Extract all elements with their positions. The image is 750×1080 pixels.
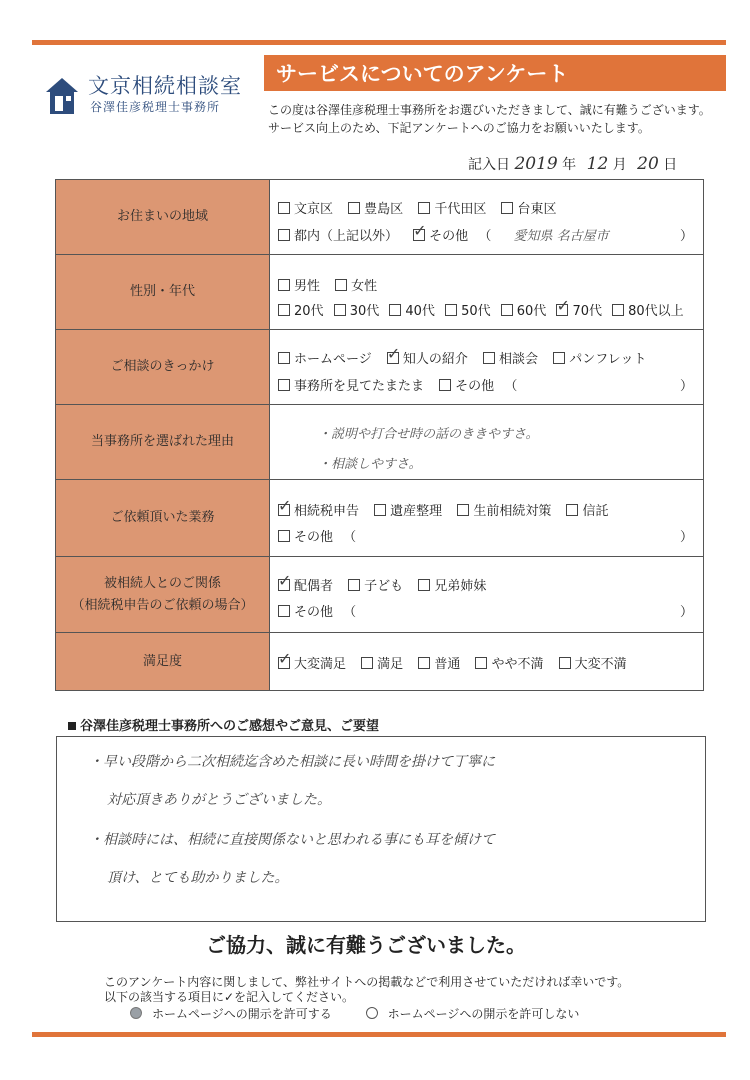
checkbox[interactable] bbox=[278, 504, 290, 516]
checkbox-option[interactable]: 相談会 bbox=[483, 348, 538, 367]
feedback-box[interactable] bbox=[56, 736, 706, 922]
checkbox-option[interactable]: パンフレット bbox=[553, 348, 646, 367]
checkbox-option[interactable]: 都内（上記以外） bbox=[278, 225, 398, 244]
paren-close: ） bbox=[679, 605, 693, 620]
radio-dot[interactable] bbox=[130, 1007, 142, 1019]
row-label: お住まいの地域 bbox=[56, 180, 270, 254]
row-label: 被相続人とのご関係 （相続税申告のご依頼の場合） bbox=[56, 557, 270, 632]
paren-close: ） bbox=[679, 379, 693, 394]
row-area bbox=[56, 180, 703, 255]
intro-text bbox=[268, 101, 711, 137]
checkbox-option[interactable]: 遺産整理 bbox=[374, 500, 442, 519]
consent-line-1: このアンケート内容に関しまして、弊社サイトへの掲載などで利用させていただければ幸いです。 bbox=[104, 975, 630, 989]
checkbox[interactable] bbox=[278, 657, 290, 669]
entry-date bbox=[468, 154, 677, 174]
row-service bbox=[56, 480, 703, 557]
checkbox[interactable] bbox=[278, 352, 290, 364]
checkbox-option[interactable]: 兄弟姉妹 bbox=[418, 575, 486, 594]
square-bullet-icon bbox=[68, 722, 76, 730]
paren-close: ） bbox=[679, 229, 693, 244]
top-accent-line bbox=[32, 40, 726, 45]
checkbox[interactable] bbox=[445, 304, 457, 316]
org-name: 文京相続相談室 bbox=[88, 74, 242, 98]
checkbox[interactable] bbox=[483, 352, 495, 364]
date-day[interactable]: 20 bbox=[637, 154, 659, 174]
checkbox-option[interactable]: 男性 bbox=[278, 275, 320, 294]
checkbox[interactable] bbox=[348, 202, 360, 214]
checkbox-option[interactable]: 文京区 bbox=[278, 198, 333, 217]
checkbox[interactable] bbox=[278, 304, 290, 316]
row-label: 当事務所を選ばれた理由 bbox=[56, 405, 270, 479]
checkbox-option[interactable]: 60代 bbox=[501, 300, 547, 319]
row-relation bbox=[56, 557, 703, 633]
paren-open: （ bbox=[343, 530, 357, 545]
date-day-unit: 日 bbox=[663, 157, 678, 173]
radio-dot[interactable] bbox=[366, 1007, 378, 1019]
row-reason bbox=[56, 405, 703, 480]
checkbox-option[interactable]: ✓ 70代 bbox=[556, 300, 602, 319]
consent-line-2: 以下の該当する項目に✓を記入してください。 bbox=[104, 990, 355, 1004]
checkbox[interactable] bbox=[501, 304, 513, 316]
row-trigger bbox=[56, 330, 703, 405]
checkbox[interactable] bbox=[413, 229, 425, 241]
row-options bbox=[278, 180, 693, 254]
consent-options bbox=[130, 1005, 579, 1022]
checkbox[interactable] bbox=[556, 304, 568, 316]
row-options bbox=[278, 633, 693, 690]
allow-radio[interactable]: ホームページへの開示を許可する bbox=[130, 1007, 332, 1021]
row-label: 性別・年代 bbox=[56, 255, 270, 329]
org-subname: 谷澤佳彦税理士事務所 bbox=[90, 100, 221, 114]
row-options bbox=[278, 255, 693, 329]
checkbox-option[interactable]: 信託 bbox=[566, 500, 608, 519]
checkbox[interactable] bbox=[439, 379, 451, 391]
paren-open: （ bbox=[504, 379, 518, 394]
checkbox-option[interactable]: 生前相続対策 bbox=[457, 500, 551, 519]
paren-open: （ bbox=[478, 229, 492, 244]
checkbox[interactable] bbox=[387, 352, 399, 364]
checkbox-option[interactable]: 豊島区 bbox=[348, 198, 403, 217]
checkbox[interactable] bbox=[278, 530, 290, 542]
checkbox-option[interactable]: ✓配偶者 bbox=[278, 575, 333, 594]
row-label: ご相談のきっかけ bbox=[56, 330, 270, 404]
date-year-unit: 年 bbox=[562, 157, 577, 173]
row-options bbox=[278, 557, 693, 632]
checkbox[interactable] bbox=[335, 279, 347, 291]
checkbox-option[interactable]: 千代田区 bbox=[418, 198, 486, 217]
checkbox[interactable] bbox=[334, 304, 346, 316]
checkbox-option[interactable]: その他 bbox=[278, 601, 333, 620]
checkbox-option[interactable]: 台東区 bbox=[501, 198, 556, 217]
consent-text bbox=[104, 975, 629, 1005]
checkbox-option[interactable]: 30代 bbox=[334, 300, 380, 319]
checkbox[interactable] bbox=[374, 504, 386, 516]
checkbox[interactable] bbox=[566, 504, 578, 516]
checkbox-option[interactable]: ✓ 大変満足 bbox=[278, 653, 346, 672]
row-options bbox=[278, 405, 693, 479]
checkbox-option[interactable]: その他 bbox=[278, 526, 333, 545]
intro-line-1: この度は谷澤佳彦税理士事務所をお選びいただきまして、誠に有難うございます。 bbox=[268, 103, 711, 117]
checkbox-option[interactable]: やや不満 bbox=[475, 653, 543, 672]
checkbox-option[interactable]: 40代 bbox=[389, 300, 435, 319]
feedback-line-1: ・早い段階から二次相続迄含めた相談に長い時間を掛けて丁寧に bbox=[89, 754, 495, 770]
checkbox[interactable] bbox=[475, 657, 487, 669]
house-icon bbox=[44, 74, 80, 116]
thanks-message: ご協力、誠に有難うございました。 bbox=[206, 933, 526, 957]
checkbox-option[interactable]: 80代以上 bbox=[612, 300, 684, 319]
checkbox-option[interactable]: 20代 bbox=[278, 300, 324, 319]
checkbox[interactable] bbox=[418, 579, 430, 591]
checkbox[interactable] bbox=[501, 202, 513, 214]
page-title: サービスについてのアンケート bbox=[276, 62, 569, 86]
checkbox[interactable] bbox=[612, 304, 624, 316]
feedback-line-2: 対応頂きありがとうございました。 bbox=[107, 792, 331, 808]
bottom-accent-line bbox=[32, 1032, 726, 1037]
checkbox-option[interactable]: その他 bbox=[439, 375, 494, 394]
feedback-line-3: ・相談時には、相続に直接関係ないと思われる事にも耳を傾けて bbox=[89, 832, 495, 848]
checkbox[interactable] bbox=[457, 504, 469, 516]
checkbox-option[interactable]: 大変不満 bbox=[559, 653, 627, 672]
deny-radio[interactable]: ホームページへの開示を許可しない bbox=[366, 1007, 580, 1021]
checkbox-option[interactable]: 満足 bbox=[361, 653, 403, 672]
checkbox[interactable] bbox=[278, 279, 290, 291]
checkbox-option[interactable]: 子ども bbox=[348, 575, 403, 594]
checkbox[interactable] bbox=[278, 379, 290, 391]
row-gender-age bbox=[56, 255, 703, 330]
feedback-title: 谷澤佳彦税理士事務所へのご感想やご意見、ご要望 bbox=[68, 715, 379, 734]
checkbox[interactable] bbox=[418, 202, 430, 214]
checkbox-option[interactable]: 女性 bbox=[335, 275, 377, 294]
reason-line-1[interactable]: ・説明や打合せ時の話のききやすさ。 bbox=[318, 427, 539, 442]
paren-close: ） bbox=[679, 530, 693, 545]
checkbox-option[interactable]: ✓ 相続税申告 bbox=[278, 500, 359, 519]
other-area-value[interactable]: 愛知県 名古屋市 bbox=[513, 229, 609, 244]
checkbox[interactable] bbox=[389, 304, 401, 316]
row-options bbox=[278, 330, 693, 404]
checkbox[interactable] bbox=[361, 657, 373, 669]
checkbox[interactable] bbox=[418, 657, 430, 669]
checkbox[interactable] bbox=[553, 352, 565, 364]
date-label: 記入日 bbox=[468, 157, 510, 173]
checkbox-option[interactable]: ✓ その他 bbox=[413, 225, 468, 244]
checkbox-option[interactable]: 50代 bbox=[445, 300, 491, 319]
checkbox[interactable] bbox=[278, 229, 290, 241]
checkbox[interactable] bbox=[278, 605, 290, 617]
survey-table bbox=[55, 179, 704, 691]
checkbox[interactable] bbox=[559, 657, 571, 669]
date-year[interactable]: 2019 bbox=[514, 154, 558, 174]
checkbox-option[interactable]: ✓ 知人の紹介 bbox=[387, 348, 468, 367]
reason-line-2[interactable]: ・相談しやすさ。 bbox=[318, 457, 422, 472]
feedback-line-4: 頂け、とても助かりました。 bbox=[107, 870, 289, 886]
row-options bbox=[278, 480, 693, 556]
intro-line-2: サービス向上のため、下記アンケートへのご協力をお願いいたします。 bbox=[268, 121, 650, 135]
row-label: ご依頼頂いた業務 bbox=[56, 480, 270, 556]
row-label: 満足度 bbox=[56, 633, 270, 690]
paren-open: （ bbox=[343, 605, 357, 620]
checkbox-option[interactable]: ホームページ bbox=[278, 348, 372, 367]
checkbox-option[interactable]: 普通 bbox=[418, 653, 460, 672]
checkbox[interactable] bbox=[278, 579, 290, 591]
date-month[interactable]: 12 bbox=[586, 154, 609, 174]
row-satisfaction bbox=[56, 633, 703, 690]
checkbox[interactable] bbox=[348, 579, 360, 591]
date-month-unit: 月 bbox=[612, 157, 627, 173]
checkbox-option[interactable]: 事務所を見てたまたま bbox=[278, 375, 424, 394]
checkbox[interactable] bbox=[278, 202, 290, 214]
